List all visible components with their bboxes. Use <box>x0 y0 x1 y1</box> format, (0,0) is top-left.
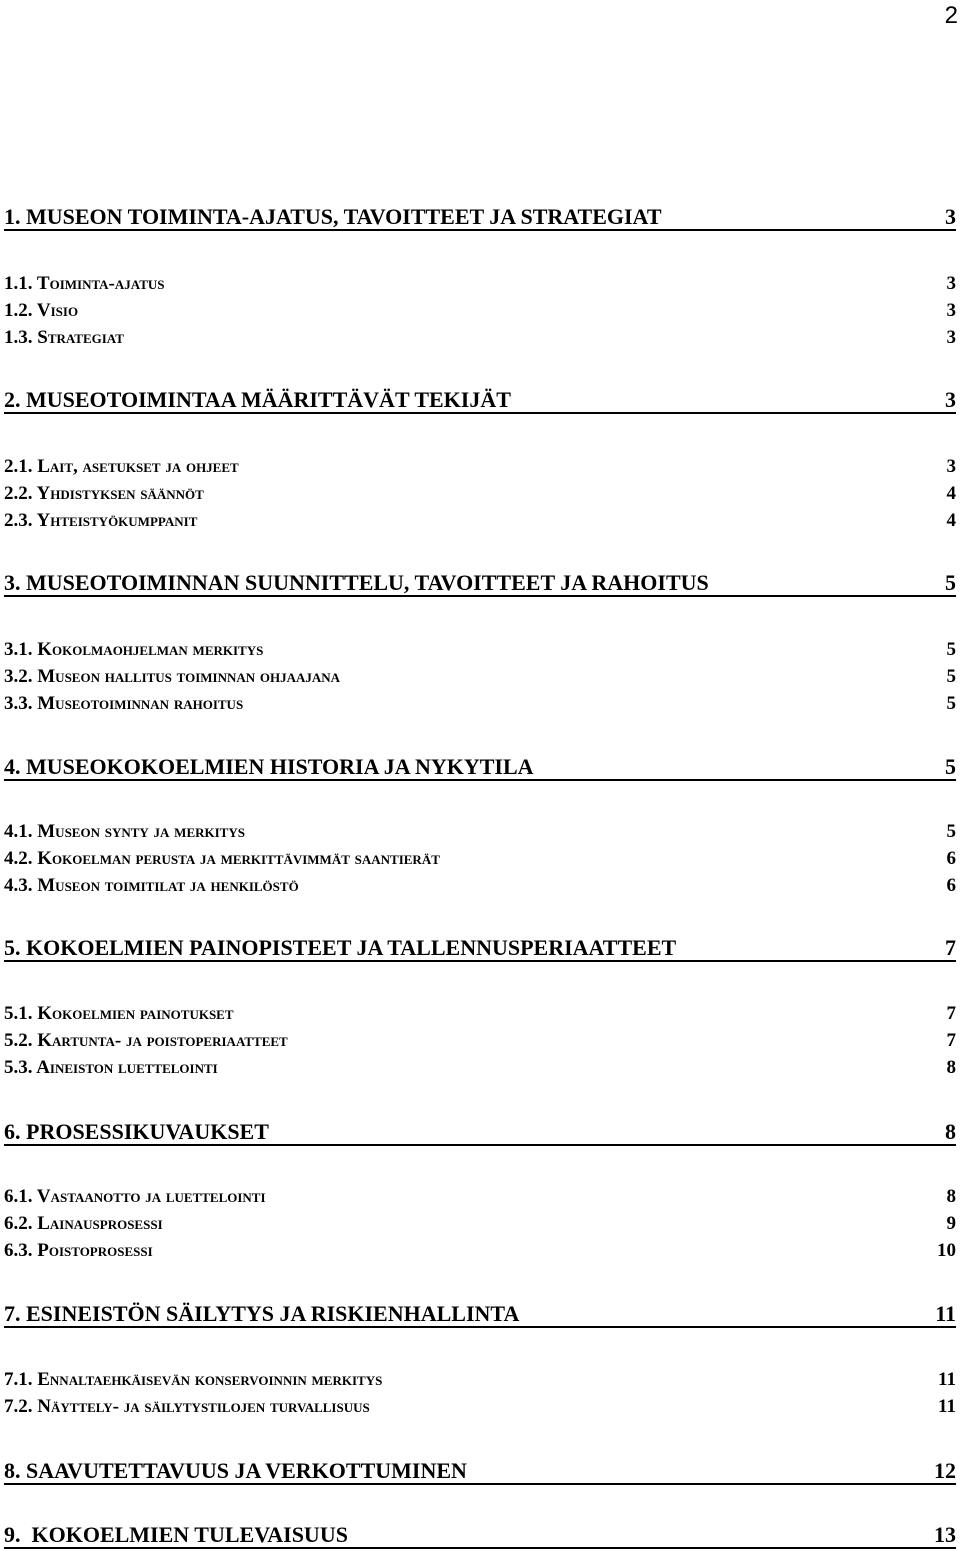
toc-entry-page: 11 <box>938 1396 956 1417</box>
toc-entry-title: 7. ESINEISTÖN SÄILYTYS JA RISKIENHALLINTA <box>4 1301 520 1326</box>
toc-entry-title: 1.1. Toiminta-ajatus <box>4 273 165 294</box>
toc-entry-title: 4.1. Museon synty ja merkitys <box>4 821 245 842</box>
toc-entry-page: 10 <box>937 1240 956 1261</box>
toc-entry-2-1[interactable] <box>4 457 956 476</box>
toc-entry-page: 5 <box>946 639 956 660</box>
toc-entry-title: 4. MUSEOKOKOELMIEN HISTORIA JA NYKYTILA <box>4 754 534 779</box>
toc-entry-6[interactable] <box>4 1121 956 1146</box>
toc-entry-page: 3 <box>946 300 956 321</box>
toc-entry-page: 5 <box>945 570 956 595</box>
toc-entry-page: 5 <box>945 754 956 779</box>
toc-entry-7-1[interactable] <box>4 1370 956 1389</box>
toc-entry-page: 3 <box>945 387 956 412</box>
toc-entry-1[interactable] <box>4 206 956 231</box>
toc-entry-9[interactable] <box>4 1524 956 1549</box>
page-number: 2 <box>944 2 958 29</box>
toc-entry-title: 3.1. Kokolmaohjelman merkitys <box>4 639 264 660</box>
toc-entry-7-2[interactable] <box>4 1397 956 1416</box>
toc-entry-page: 5 <box>946 666 956 687</box>
toc-entry-4-1[interactable] <box>4 822 956 841</box>
toc-entry-1-3[interactable] <box>4 328 956 347</box>
toc-entry-4-3[interactable] <box>4 876 956 895</box>
toc-entry-title: 2. MUSEOTOIMINTAA MÄÄRITTÄVÄT TEKIJÄT <box>4 387 511 412</box>
toc-entry-page: 8 <box>946 1057 956 1078</box>
toc-entry-page: 5 <box>946 821 956 842</box>
toc-entry-title: 6. PROSESSIKUVAUKSET <box>4 1119 269 1144</box>
toc-entry-3-1[interactable] <box>4 640 956 659</box>
toc-entry-5-3[interactable] <box>4 1058 956 1077</box>
toc-entry-page: 9 <box>946 1213 956 1234</box>
toc-entry-page: 6 <box>946 848 956 869</box>
toc-entry-page: 8 <box>946 1186 956 1207</box>
toc-entry-3-2[interactable] <box>4 667 956 686</box>
toc-entry-6-1[interactable] <box>4 1187 956 1206</box>
toc-entry-page: 3 <box>946 273 956 294</box>
toc-entry-title: 6.2. Lainausprosessi <box>4 1213 163 1234</box>
toc-entry-4[interactable] <box>4 756 956 781</box>
toc-entry-2-2[interactable] <box>4 484 956 503</box>
toc-entry-title: 3.2. Museon hallitus toiminnan ohjaajana <box>4 666 341 687</box>
toc-entry-page: 6 <box>946 875 956 896</box>
toc-entry-page: 12 <box>934 1458 956 1483</box>
toc-entry-title: 1. MUSEON TOIMINTA-AJATUS, TAVOITTEET JA STRATEGIAT <box>4 204 662 229</box>
toc-entry-title: 5. KOKOELMIEN PAINOPISTEET JA TALLENNUSPERIAATTEET <box>4 935 677 960</box>
toc-entry-4-2[interactable] <box>4 849 956 868</box>
toc-entry-page: 11 <box>935 1301 956 1326</box>
toc-entry-title: 1.2. Visio <box>4 300 79 321</box>
toc-entry-page: 7 <box>945 935 956 960</box>
toc-entry-7[interactable] <box>4 1303 956 1328</box>
toc-entry-title: 6.1. Vastaanotto ja luettelointi <box>4 1186 266 1207</box>
toc-entry-6-2[interactable] <box>4 1214 956 1233</box>
toc-entry-page: 13 <box>934 1522 956 1547</box>
toc-entry-title: 5.3. Aineiston luettelointi <box>4 1057 218 1078</box>
toc-entry-3[interactable] <box>4 572 956 597</box>
toc-entry-1-2[interactable] <box>4 301 956 320</box>
toc-entry-title: 4.3. Museon toimitilat ja henkilöstö <box>4 875 299 896</box>
toc-entry-title: 2.1. Lait, asetukset ja ohjeet <box>4 456 239 477</box>
toc-entry-page: 8 <box>945 1119 956 1144</box>
toc-entry-3-3[interactable] <box>4 694 956 713</box>
toc-entry-title: 5.1. Kokoelmien painotukset <box>4 1003 234 1024</box>
toc-entry-page: 7 <box>946 1003 956 1024</box>
toc-entry-5[interactable] <box>4 937 956 962</box>
toc-entry-title: 7.2. Näyttely- ja säilytystilojen turvallisuus <box>4 1396 370 1417</box>
toc-entry-title: 2.2. Yhdistyksen säännöt <box>4 483 204 504</box>
toc-entry-title: 9. KOKOELMIEN TULEVAISUUS <box>4 1522 348 1547</box>
toc-entry-page: 5 <box>946 693 956 714</box>
toc-entry-page: 4 <box>946 510 956 531</box>
toc-entry-page: 3 <box>946 327 956 348</box>
toc-entry-6-3[interactable] <box>4 1241 956 1260</box>
toc-entry-page: 4 <box>946 483 956 504</box>
toc-entry-8[interactable] <box>4 1460 956 1485</box>
toc-entry-title: 6.3. Poistoprosessi <box>4 1240 153 1261</box>
toc-entry-page: 3 <box>945 204 956 229</box>
toc-entry-title: 1.3. Strategiat <box>4 327 124 348</box>
toc-entry-title: 4.2. Kokoelman perusta ja merkittävimmät saantierät <box>4 848 440 869</box>
toc-entry-2[interactable] <box>4 389 956 414</box>
toc-entry-5-1[interactable] <box>4 1004 956 1023</box>
toc-entry-page: 3 <box>946 456 956 477</box>
toc-entry-title: 7.1. Ennaltaehkäisevän konservoinnin merkitys <box>4 1369 383 1390</box>
toc-entry-title: 3.3. Museotoiminnan rahoitus <box>4 693 244 714</box>
toc-entry-1-1[interactable] <box>4 274 956 293</box>
toc-entry-5-2[interactable] <box>4 1031 956 1050</box>
toc-entry-page: 11 <box>938 1369 956 1390</box>
toc-entry-title: 5.2. Kartunta- ja poistoperiaatteet <box>4 1030 288 1051</box>
toc-entry-2-3[interactable] <box>4 511 956 530</box>
toc-entry-title: 3. MUSEOTOIMINNAN SUUNNITTELU, TAVOITTEET JA RAHOITUS <box>4 570 709 595</box>
toc-entry-page: 7 <box>946 1030 956 1051</box>
toc-entry-title: 8. SAAVUTETTAVUUS JA VERKOTTUMINEN <box>4 1458 467 1483</box>
toc-entry-title: 2.3. Yhteistyökumppanit <box>4 510 198 531</box>
